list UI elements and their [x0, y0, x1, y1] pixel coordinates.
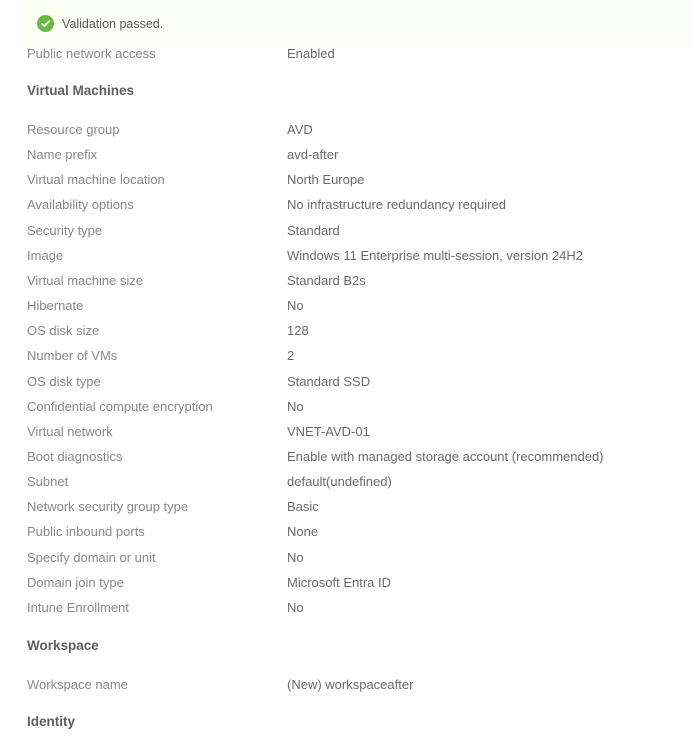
row-label: Boot diagnostics: [27, 448, 123, 464]
row-value: Windows 11 Enterprise multi-session, version 24H2: [287, 247, 583, 263]
summary-row: [27, 120, 692, 140]
row-label: Network security group type: [27, 499, 189, 515]
validation-banner: [18, 0, 692, 47]
summary-row: [27, 296, 692, 316]
summary-row: [27, 321, 692, 341]
summary-row: [27, 497, 692, 517]
row-value: Microsoft Entra ID: [287, 574, 392, 590]
summary-row: [27, 246, 692, 266]
row-value: None: [287, 524, 319, 540]
row-label: Security type: [27, 222, 103, 238]
section-title-virtual-machines: Virtual Machines: [27, 83, 135, 98]
row-value: No infrastructure redundancy required: [287, 197, 506, 213]
summary-row: [27, 271, 692, 291]
row-value: (New) workspaceafter: [287, 677, 414, 692]
row-value: 128: [287, 323, 309, 339]
row-value: Standard B2s: [287, 272, 366, 288]
summary-row: [27, 598, 692, 618]
summary-row: [27, 422, 692, 442]
row-value: No: [287, 298, 304, 314]
validation-message: Validation passed.: [62, 17, 164, 31]
row-value: No: [287, 398, 304, 414]
summary-row: [27, 195, 692, 215]
row-label: Hibernate: [27, 298, 84, 314]
row-value: Enable with managed storage account (recommended): [287, 448, 604, 464]
row-label: Public network access: [27, 46, 156, 61]
row-value: No: [287, 549, 304, 565]
row-label: Virtual network: [27, 423, 113, 439]
summary-row: [27, 221, 692, 241]
row-label: Image: [27, 247, 64, 263]
row-value: 2: [287, 348, 295, 364]
section-title-workspace: Workspace: [27, 638, 99, 653]
row-label: Availability options: [27, 197, 134, 213]
row-label: Resource group: [27, 122, 120, 137]
row-value: VNET-AVD-01: [287, 423, 370, 439]
row-value: No: [287, 599, 304, 615]
row-label: Number of VMs: [27, 348, 118, 364]
summary-row: [27, 170, 692, 190]
row-value: Standard: [287, 222, 340, 238]
row-label: Name prefix: [27, 147, 98, 163]
summary-row: [27, 548, 692, 568]
row-value: Enabled: [287, 46, 335, 61]
summary-row: [27, 372, 692, 392]
summary-row: [27, 397, 692, 417]
summary-row: [27, 573, 692, 593]
row-label: Specify domain or unit: [27, 549, 156, 565]
row-label: Workspace name: [27, 677, 128, 692]
summary-row: [27, 447, 692, 467]
row-value: AVD: [287, 122, 313, 137]
row-label: Subnet: [27, 474, 69, 490]
row-value: North Europe: [287, 172, 365, 188]
summary-row-workspace-name: [27, 675, 692, 695]
summary-row: [27, 522, 692, 542]
row-label: Confidential compute encryption: [27, 398, 213, 414]
row-label: Virtual machine location: [27, 172, 165, 188]
summary-row: [27, 472, 692, 492]
check-circle-icon: [37, 15, 54, 32]
summary-row: [27, 145, 692, 165]
row-label: Intune Enrollment: [27, 599, 129, 615]
row-label: OS disk size: [27, 323, 100, 339]
row-label: OS disk type: [27, 373, 101, 389]
row-value: avd-after: [287, 147, 339, 163]
row-label: Public inbound ports: [27, 524, 145, 540]
row-label: Virtual machine size: [27, 272, 144, 288]
row-label: Domain join type: [27, 574, 124, 590]
section-title-identity: Identity: [27, 714, 76, 729]
summary-row: [27, 346, 692, 366]
row-value: Basic: [287, 499, 319, 515]
summary-row-public-network-access: [27, 44, 692, 64]
row-value: Standard SSD: [287, 373, 371, 389]
row-value: default(undefined): [287, 474, 392, 490]
